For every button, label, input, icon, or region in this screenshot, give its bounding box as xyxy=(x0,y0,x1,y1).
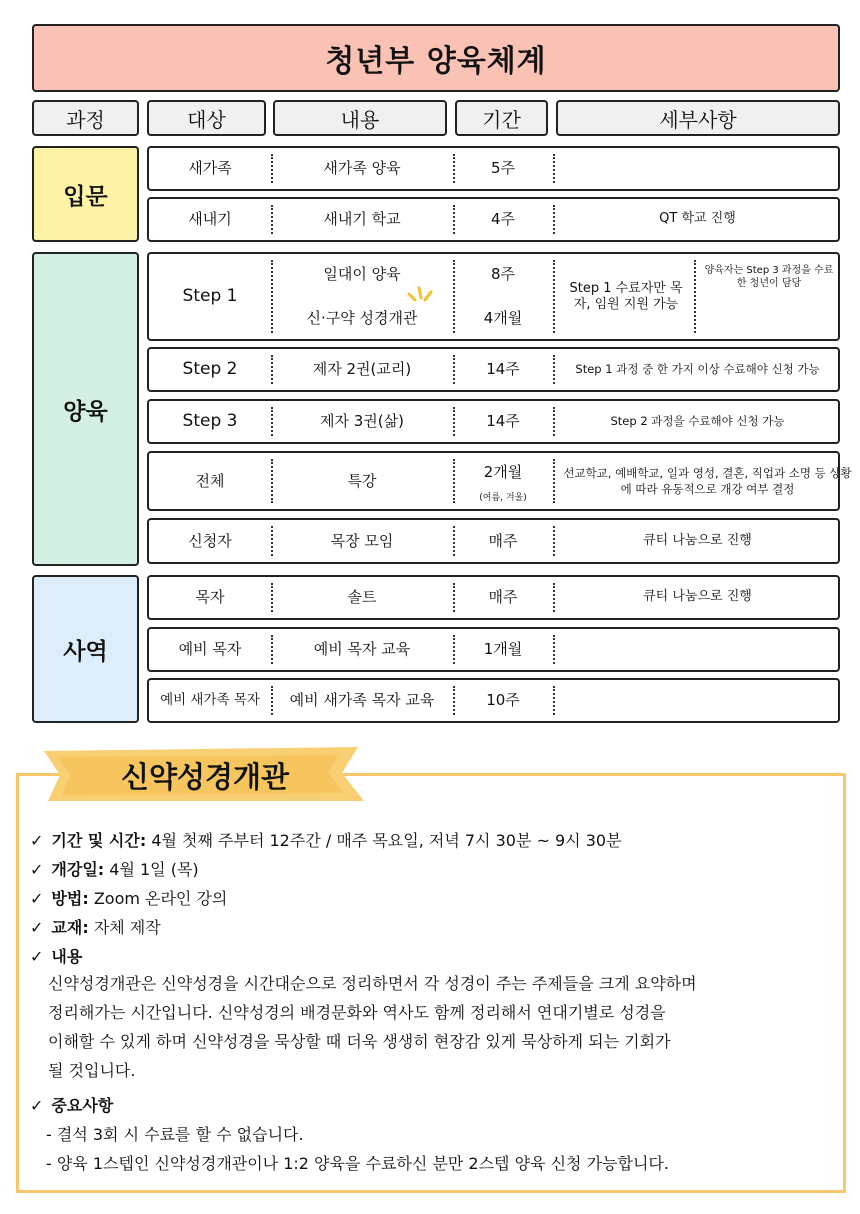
header-period: 기간 xyxy=(455,100,548,136)
row-target: 새내기 xyxy=(188,210,232,229)
check-icon: ✓ xyxy=(30,918,44,937)
row-detail: Step 2 과정을 수료해야 신청 가능 xyxy=(610,414,785,429)
row-target: 예비 목자 xyxy=(178,640,242,659)
header-course: 과정 xyxy=(32,100,139,136)
table-row xyxy=(147,518,840,564)
category-ministry: 사역 xyxy=(32,575,139,723)
check-icon: ✓ xyxy=(30,831,44,850)
row-period: 1개월 xyxy=(483,640,523,659)
content-label: 내용 xyxy=(51,947,83,966)
row-target: Step 2 xyxy=(182,358,238,379)
row-period: 10주 xyxy=(486,691,520,710)
row-period-a: 8주 xyxy=(490,265,516,284)
check-icon: ✓ xyxy=(30,947,44,966)
table-row xyxy=(147,627,840,672)
table-row xyxy=(147,678,840,723)
row-content: 새내기 학교 xyxy=(323,210,401,229)
row-content: 예비 목자 교육 xyxy=(313,640,411,659)
content-text-line: 정리해가는 시간입니다. 신약성경의 배경문화와 역사도 함께 정리해서 연대기별로 성경을 xyxy=(48,1003,666,1022)
row-period: 5주 xyxy=(490,159,516,178)
row-period: 14주 xyxy=(486,412,520,431)
row-detail xyxy=(553,148,842,189)
course-title: 신약성경개관 xyxy=(120,759,290,794)
row-target: 전체 xyxy=(195,471,225,490)
start-line xyxy=(30,857,199,880)
material-line xyxy=(30,915,161,938)
row-period-note: (여름, 겨울) xyxy=(479,493,527,504)
header-content: 내용 xyxy=(273,100,447,136)
method-value: Zoom 온라인 강의 xyxy=(93,889,228,908)
row-detail xyxy=(553,680,842,721)
row-detail xyxy=(553,629,842,670)
period-value: 4월 첫째 주부터 12주간 / 매주 목요일, 저녁 7시 30분 ~ 9시 30분 xyxy=(151,831,622,850)
row-content: 목장 모임 xyxy=(330,531,394,550)
table-row xyxy=(147,197,840,242)
important-item: - 결석 3회 시 수료를 할 수 없습니다. xyxy=(46,1125,304,1144)
method-label: 방법: xyxy=(51,889,89,908)
method-line xyxy=(30,886,227,909)
table-row xyxy=(147,146,840,191)
column-divider xyxy=(553,260,555,333)
content-text-line: 될 것입니다. xyxy=(48,1061,136,1080)
page-title: 청년부 양육체계 xyxy=(32,24,840,92)
content-line xyxy=(30,944,82,967)
row-detail: Step 1 과정 중 한 가지 이상 수료해야 신청 가능 xyxy=(575,362,820,377)
row-period: 4주 xyxy=(490,210,516,229)
row-content: 예비 새가족 목자 교육 xyxy=(289,691,435,710)
category-intro: 입문 xyxy=(32,146,139,242)
check-icon: ✓ xyxy=(30,860,44,879)
row-period-b: 4개월 xyxy=(483,309,523,328)
content-text-line: 신약성경개관은 신약성경을 시간대순으로 정리하면서 각 성경이 주는 주제들을 크게 요약하며 xyxy=(48,974,697,993)
row-period: 14주 xyxy=(486,360,520,379)
table-row xyxy=(147,451,852,511)
row-detail: 선교학교, 예배학교, 일과 영성, 결혼, 직업과 소명 등 상황에 따라 유동적으로 개강 여부 결정 xyxy=(563,466,852,496)
row-content: 제자 3권(삶) xyxy=(320,412,404,431)
period-label: 기간 및 시간: xyxy=(51,831,147,850)
row-detail: QT 학교 진행 xyxy=(659,211,736,227)
row-content: 제자 2권(교리) xyxy=(312,360,412,379)
highlight-spark-icon xyxy=(405,286,439,308)
row-content: 새가족 양육 xyxy=(323,159,401,178)
row-detail-a: Step 1 수료자만 목자, 임원 지원 가능 xyxy=(569,280,683,312)
content-text-line: 이해할 수 있게 하며 신약성경을 묵상할 때 더욱 생생히 현장감 있게 묵상하게 되는 기회가 xyxy=(48,1032,671,1051)
row-detail-b: 양육자는 Step 3 과정을 수료한 청년이 담당 xyxy=(704,265,834,289)
row-detail: 큐티 나눔으로 진행 xyxy=(643,589,752,605)
row-target: 신청자 xyxy=(188,531,232,550)
check-icon: ✓ xyxy=(30,889,44,908)
table-row xyxy=(147,575,840,620)
important-item: - 양육 1스텝인 신약성경개관이나 1:2 양육을 수료하신 분만 2스텝 양육 신청 가능합니다. xyxy=(46,1154,669,1173)
header-detail: 세부사항 xyxy=(556,100,840,136)
content-paragraph xyxy=(48,969,838,1085)
row-target: Step 3 xyxy=(182,410,238,431)
row-period: 2개월 xyxy=(483,462,523,481)
header-target: 대상 xyxy=(147,100,266,136)
row-target: Step 1 xyxy=(182,285,238,306)
start-value: 4월 1일 (목) xyxy=(109,860,199,879)
period-line xyxy=(30,828,622,851)
row-content: 특강 xyxy=(347,471,377,490)
important-line xyxy=(30,1093,113,1116)
row-detail: 큐티 나눔으로 진행 xyxy=(643,532,752,548)
start-label: 개강일: xyxy=(51,860,105,879)
row-target: 예비 새가족 목자 xyxy=(160,692,260,709)
row-content-b: 신·구약 성경개관 xyxy=(306,309,418,328)
row-content-a: 일대이 양육 xyxy=(323,265,401,284)
table-row-step1 xyxy=(147,252,840,341)
table-row xyxy=(147,347,840,392)
row-period: 매주 xyxy=(488,588,518,607)
row-content: 솔트 xyxy=(347,588,377,607)
check-icon: ✓ xyxy=(30,1096,44,1115)
material-label: 교재: xyxy=(51,918,89,937)
table-row xyxy=(147,399,840,444)
important-label: 중요사항 xyxy=(51,1096,114,1115)
row-period: 매주 xyxy=(488,531,518,550)
row-target: 새가족 xyxy=(188,159,232,178)
category-nurture: 양육 xyxy=(32,252,139,566)
row-target: 목자 xyxy=(195,588,225,607)
column-divider xyxy=(694,260,696,333)
material-value: 자체 제작 xyxy=(93,918,161,937)
